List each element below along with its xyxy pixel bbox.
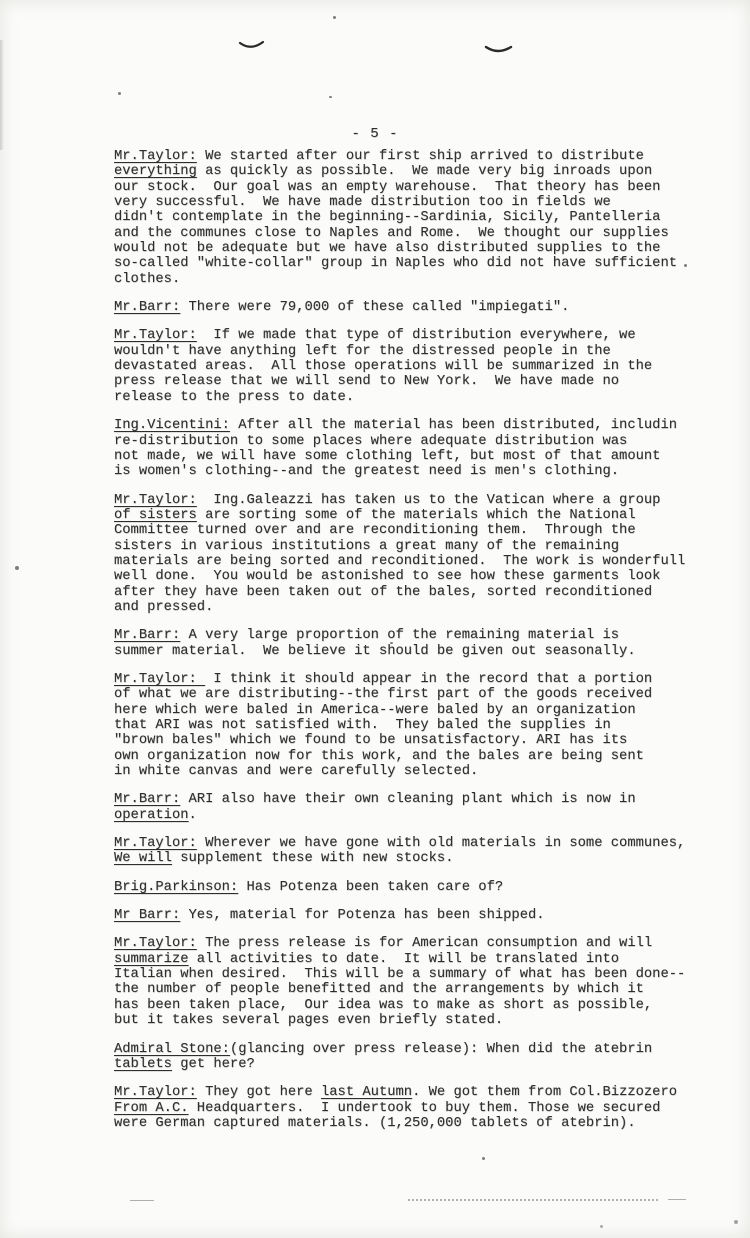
text-line [114,180,714,195]
text-line [114,644,714,659]
underlined-text: everything [114,164,197,180]
dialogue-paragraph [114,149,714,287]
underlined-text: We will [114,851,172,867]
text-line [114,1013,714,1028]
text-run: Yes, material for Potenza has been shipped. [180,908,545,924]
text-line [114,628,714,643]
underlined-text: Mr.Taylor: [114,1085,197,1101]
underlined-text: Mr Barr: [114,908,181,924]
scan-dash [668,1199,686,1200]
underlined-text: From A.C. [114,1100,189,1116]
ink-mark [238,38,266,52]
scan-dotted-rule [408,1199,658,1201]
text-run: Committee turned over and are reconditioning them. Through the [114,523,636,539]
text-line [114,508,714,523]
dialogue-paragraph [114,836,714,867]
text-run: sisters in various institutions a great many of the remaining [114,538,620,554]
underlined-text: Mr.Taylor: [114,836,197,852]
text-line [114,808,714,823]
underlined-text: last Autumn [321,1085,413,1101]
underlined-text: Mr.Taylor: [114,671,206,687]
text-line [114,272,714,287]
text-line [114,908,714,923]
text-run: Ing.Galeazzi has taken us to the Vatican where a group [196,492,661,508]
underlined-text: of sisters [114,507,197,523]
underlined-text: summarize [114,951,189,967]
text-line [114,1085,714,1100]
text-line [114,1101,714,1116]
text-line [114,241,714,256]
ink-mark [484,42,514,56]
text-line [114,359,714,374]
text-run: didn't contemplate in the beginning--Sardinia, Sicily, Pantelleria [114,210,661,226]
text-run: wouldn't have anything left for the distressed people in the [114,343,611,359]
text-line [114,226,714,241]
text-run: I think it should appear in the record that a portion [205,671,653,687]
dialogue-paragraph [114,493,714,616]
underlined-text: Mr.Barr: [114,300,181,316]
text-run: would not be adequate but we have also distributed supplies to the [114,241,661,257]
text-run: own organization now for this work, and the bales are being sent [114,748,644,764]
text-line [114,418,714,433]
transcript-text-block [114,149,714,1144]
dialogue-paragraph [114,672,714,779]
text-run: materials are being sorted and reconditioned. The work is wonderfull [114,553,686,569]
text-run: If we made that type of distribution everywhere, we [196,328,636,344]
text-line [114,792,714,807]
text-line [114,600,714,615]
text-run: (glancing over press release): When did the atebrin [229,1041,653,1057]
scan-speck [482,1157,485,1160]
text-run: in white canvas and were carefully selected. [114,764,479,780]
text-line [114,449,714,464]
underlined-text: Admiral Stone: [114,1041,230,1057]
text-line [114,569,714,584]
text-run: is women's clothing--and the greatest need is men's clothing. [114,464,620,480]
text-run: but it takes several pages even briefly stated. [114,1013,504,1029]
text-run: has been taken place, Our idea was to make as short as possible, [114,997,653,1013]
text-line [114,523,714,538]
text-run: We started after our first ship arrived to distribute [196,149,644,164]
text-run: There were 79,000 of these called "impiegati". [180,300,570,316]
text-run: Has Potenza been taken care of? [238,879,504,895]
text-line [114,374,714,389]
page-number: - 5 - [351,126,399,142]
text-line [114,434,714,449]
text-line [114,1042,714,1057]
text-run: clothes. [114,271,181,287]
dialogue-paragraph [114,300,714,315]
scan-speck [15,566,19,570]
scan-speck [734,1220,738,1224]
text-run: as quickly as possible. We made very big inroads upon [196,164,653,180]
text-run: very successful. We have made distribution too in fields we [114,195,611,211]
text-run: "brown bales" which we found to be unsatisfactory. ARI has its [114,733,628,749]
dialogue-paragraph [114,792,714,823]
text-run: were German captured materials. (1,250,000 tablets of atebrin). [114,1115,636,1131]
text-run: Wherever we have gone with old materials in some communes, [196,836,686,852]
text-run: get here? [171,1056,255,1072]
text-run: . [188,807,197,823]
scan-speck [118,92,121,95]
text-line [114,344,714,359]
scan-speck [333,16,336,19]
text-line [114,149,714,164]
text-line [114,164,714,179]
text-run: After all the material has been distributed, includin [229,418,678,434]
text-line [114,982,714,997]
text-run: so-called "white-collar" group in Naples who did not have sufficient [114,256,678,272]
dialogue-paragraph [114,418,714,479]
text-line [114,967,714,982]
text-line [114,1116,714,1131]
text-line [114,195,714,210]
underlined-text: Mr.Taylor: [114,936,197,952]
text-line [114,936,714,951]
dialogue-paragraph [114,936,714,1028]
scan-dash [130,1200,154,1201]
text-line [114,851,714,866]
text-line [114,1057,714,1072]
text-run: of what we are distributing--the first part of the goods received [114,687,653,703]
text-line [114,718,714,733]
text-run: are sorting some of the materials which the National [196,507,636,523]
dialogue-paragraph [114,1042,714,1073]
text-line [114,880,714,895]
text-run: supplement these with new stocks. [171,851,454,867]
text-line [114,836,714,851]
text-line [114,328,714,343]
text-line [114,464,714,479]
text-line [114,998,714,1013]
text-line [114,585,714,600]
text-line [114,733,714,748]
text-line [114,952,714,967]
text-run: re-distribution to some places where adequate distribution was [114,433,628,449]
underlined-text: Mr.Taylor: [114,149,197,164]
text-line [114,749,714,764]
text-run: A very large proportion of the remaining material is [180,628,620,644]
text-line [114,687,714,702]
underlined-text: Mr.Taylor: [114,328,197,344]
text-run: Italian when desired. This will be a summary of what has been done-- [114,967,686,983]
text-run: ARI also have their own cleaning plant which is now in [180,792,636,808]
text-line [114,764,714,779]
text-run: . We got them from Col.Bizzozero [412,1085,678,1101]
dialogue-paragraph [114,328,714,405]
scan-speck [329,96,332,98]
scan-speck [600,1225,603,1228]
text-run: The press release is for American consumption and will [196,936,653,952]
text-run: and pressed. [114,599,214,615]
text-run: devastated areas. All those operations will be summarized in the [114,359,653,375]
text-run: press release that we will send to New York. We have made no [114,374,620,390]
text-line [114,554,714,569]
text-line [114,300,714,315]
text-run: summer material. We believe it should be given out seasonally. [114,643,636,659]
text-run: after they have been taken out of the bales, sorted reconditioned [114,584,653,600]
text-run: here which were baled in America--were baled by an organization [114,702,636,718]
dialogue-paragraph [114,628,714,659]
underlined-text: Brig.Parkinson: [114,879,239,895]
text-run: the number of people benefitted and the arrangements by which it [114,982,644,998]
text-run: all activities to date. It will be translated into [188,951,620,967]
text-run: release to the press to date. [114,389,355,405]
text-line [114,703,714,718]
dialogue-paragraph [114,1085,714,1131]
text-line [114,210,714,225]
text-line [114,493,714,508]
underlined-text: Ing.Vicentini: [114,418,230,434]
underlined-text: Mr.Barr: [114,628,181,644]
text-run: and the communes close to Naples and Rome. We thought our supplies [114,225,669,241]
text-run: well done. You would be astonished to see how these garments look [114,569,661,585]
underlined-text: operation [114,807,189,823]
text-line [114,256,714,271]
dialogue-paragraph [114,908,714,923]
underlined-text: tablets [114,1056,172,1072]
text-line [114,539,714,554]
dialogue-paragraph [114,880,714,895]
text-run: not made, we will have some clothing left, but most of that amount [114,448,661,464]
underlined-text: Mr.Barr: [114,792,181,808]
text-line [114,672,714,687]
text-run: our stock. Our goal was an empty warehouse. That theory has been [114,179,661,195]
text-run: Headquarters. I undertook to buy them. Those we secured [188,1100,661,1116]
text-line [114,390,714,405]
text-run: that ARI was not satisfied with. They baled the supplies in [114,718,611,733]
underlined-text: Mr.Taylor: [114,492,197,508]
text-run: They got here [196,1085,321,1101]
